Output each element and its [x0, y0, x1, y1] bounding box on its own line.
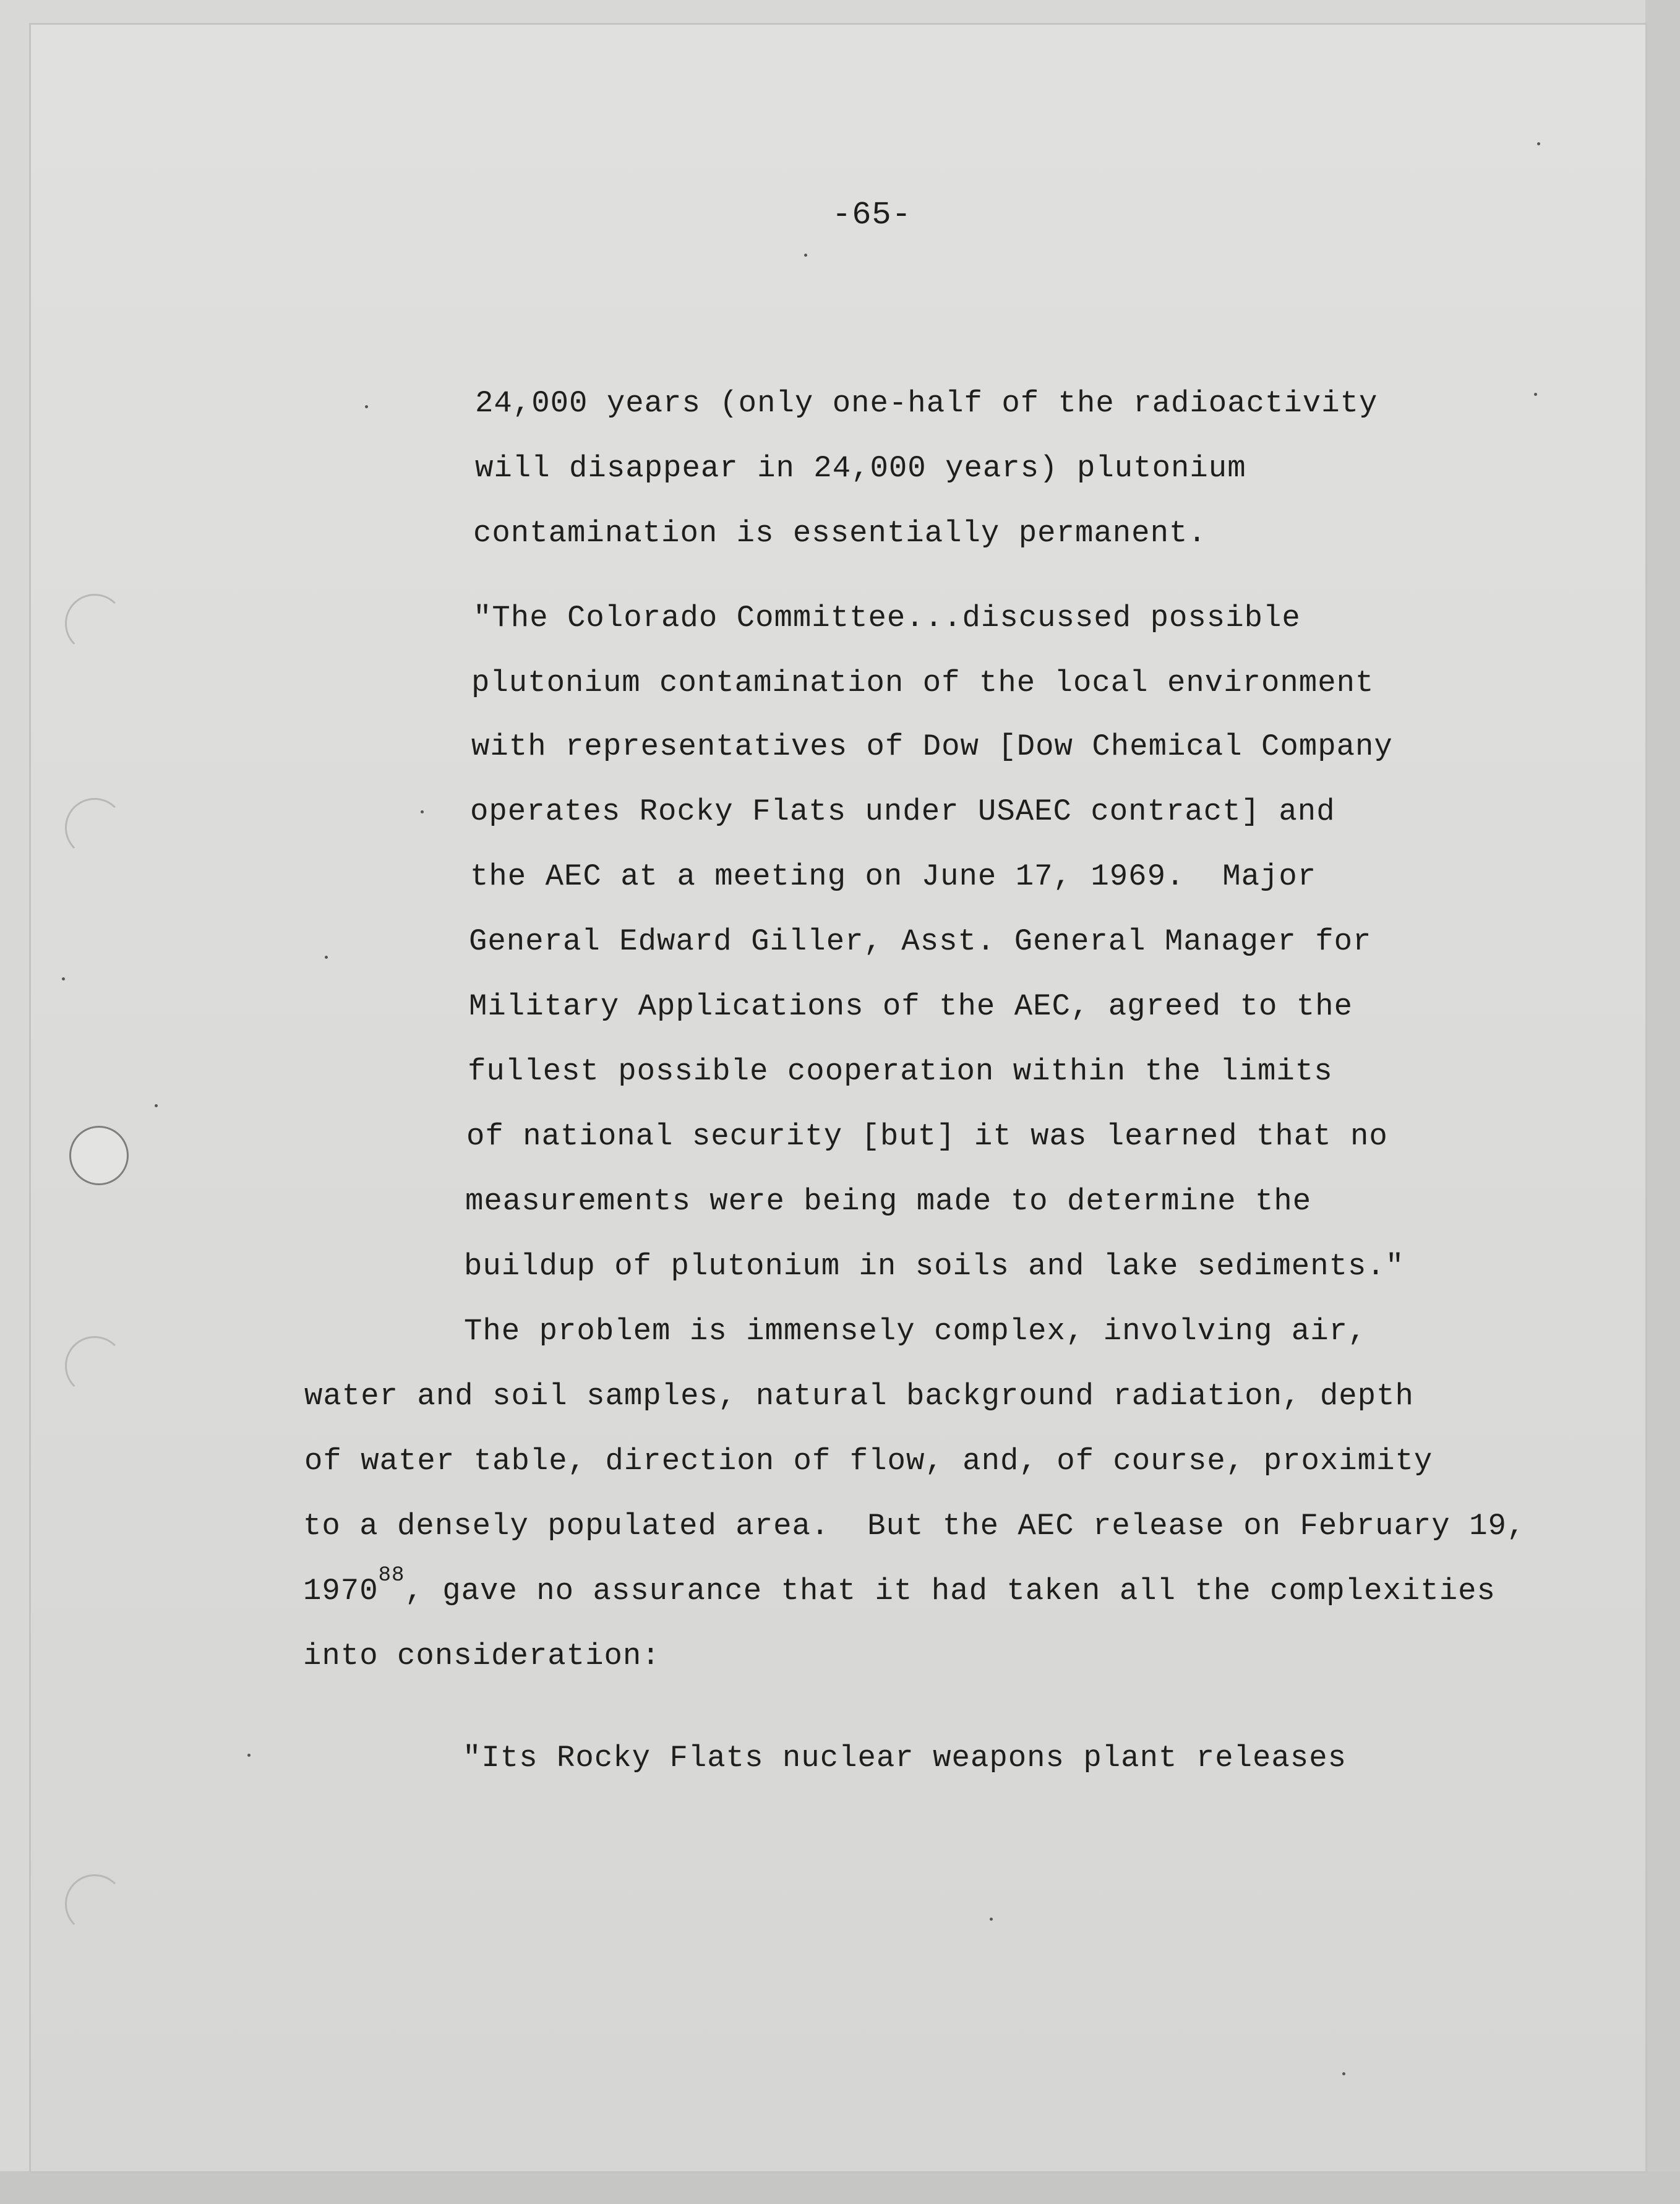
paragraph-line: to a densely populated area. But the AEC release on February 19, — [303, 1509, 1526, 1543]
quote-line: Military Applications of the AEC, agreed to the — [469, 989, 1353, 1024]
page-number: -65- — [832, 197, 912, 233]
year-text: 1970 — [303, 1574, 379, 1608]
quote-line: measurements were being made to determine the — [465, 1184, 1312, 1219]
quote-line: with representatives of Dow [Dow Chemical Company — [471, 729, 1393, 764]
scan-speck — [325, 956, 328, 959]
paragraph-line-rest: , gave no assurance that it had taken all the complexities — [405, 1574, 1496, 1608]
scan-speck — [990, 1918, 993, 1921]
binder-hole-faint — [65, 1874, 124, 1934]
footnote-reference[interactable]: 88 — [378, 1564, 405, 1587]
quote-line: 24,000 years (only one-half of the radioactivity — [475, 386, 1378, 421]
paragraph-line: The problem is immensely complex, involving air, — [464, 1314, 1367, 1349]
scan-speck — [155, 1104, 158, 1107]
quote-line: operates Rocky Flats under USAEC contract] and — [470, 794, 1335, 829]
scan-speck — [365, 405, 368, 408]
quote-line: buildup of plutonium in soils and lake sediments." — [464, 1249, 1405, 1284]
paragraph-line: of water table, direction of flow, and, of course, proximity — [304, 1444, 1433, 1478]
quote-line: contamination is essentially permanent. — [473, 516, 1207, 551]
scan-speck — [1537, 142, 1540, 145]
binder-hole-faint — [65, 594, 124, 653]
binder-hole-faint — [65, 798, 124, 857]
scan-speck — [1342, 2072, 1345, 2075]
paragraph-line-with-footnote — [303, 1564, 1496, 1608]
scan-speck — [804, 254, 807, 257]
quote-line: "Its Rocky Flats nuclear weapons plant releases — [463, 1741, 1347, 1775]
paper-sheet — [31, 25, 1645, 2171]
scan-edge-bottom — [0, 2171, 1680, 2204]
scan-speck — [1534, 393, 1537, 396]
paragraph-line: into consideration: — [303, 1639, 661, 1673]
binder-hole — [69, 1126, 129, 1185]
paragraph-line: water and soil samples, natural background radiation, depth — [304, 1379, 1414, 1413]
scan-edge-right — [1645, 0, 1680, 2204]
quote-line: plutonium contamination of the local environment — [471, 666, 1374, 700]
quote-line: will disappear in 24,000 years) plutonium — [475, 451, 1246, 486]
scan-speck — [247, 1754, 251, 1757]
binder-hole-faint — [65, 1336, 124, 1396]
quote-line: "The Colorado Committee...discussed possible — [473, 601, 1301, 635]
quote-line: the AEC at a meeting on June 17, 1969. Major — [470, 859, 1317, 894]
scan-speck — [421, 810, 424, 813]
quote-line: of national security [but] it was learned that no — [466, 1119, 1388, 1154]
quote-line: General Edward Giller, Asst. General Manager for — [469, 924, 1372, 959]
scan-speck — [62, 977, 65, 980]
quote-line: fullest possible cooperation within the limits — [468, 1054, 1333, 1089]
